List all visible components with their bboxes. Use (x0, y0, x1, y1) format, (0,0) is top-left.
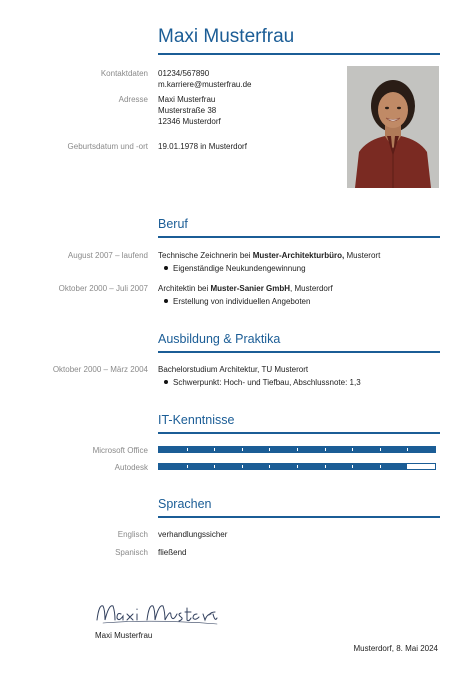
skill-bar-tick (214, 465, 215, 468)
skill-bar-tick (380, 448, 381, 451)
language-level: fließend (158, 548, 187, 557)
section-rule (158, 351, 440, 353)
job-period: Oktober 2000 – Juli 2007 (58, 284, 148, 293)
bullet-icon (164, 266, 168, 270)
contact-label: Kontaktdaten (100, 69, 148, 78)
education-title: Bachelorstudium Architektur, TU Musterort (158, 365, 309, 374)
job-bullet: Eigenständige Neukundengewinnung (164, 263, 306, 274)
bullet-icon (164, 299, 168, 303)
signature-name: Maxi Musterfrau (95, 631, 153, 640)
skill-bar-tick (407, 465, 408, 468)
section-title-beruf: Beruf (158, 217, 188, 231)
section-title-sprachen: Sprachen (158, 497, 212, 511)
skill-bar-tick (407, 448, 408, 451)
email-value: m.karriere@musterfrau.de (158, 80, 252, 89)
education-period: Oktober 2000 – März 2004 (52, 365, 148, 374)
bullet-icon (164, 380, 168, 384)
phone-value: 01234/567890 (158, 69, 210, 78)
section-title-it: IT-Kenntnisse (158, 413, 235, 427)
company-name: Muster-Architekturbüro, (252, 251, 345, 260)
birth-value: 19.01.1978 in Musterdorf (158, 142, 247, 151)
section-rule (158, 516, 440, 518)
skill-bar-tick (297, 465, 298, 468)
language-level: verhandlungssicher (158, 530, 228, 539)
skill-bar-tick (269, 465, 270, 468)
company-name: Muster-Sanier GmbH (210, 284, 291, 293)
skill-bar-tick (352, 465, 353, 468)
skill-bar-fill (159, 464, 407, 469)
skill-bar-tick (380, 465, 381, 468)
resume-name: Maxi Musterfrau (158, 26, 295, 47)
address-line: 12346 Musterdorf (158, 117, 221, 126)
skill-bar-tick (242, 465, 243, 468)
skill-bar-tick (187, 465, 188, 468)
birth-label: Geburtsdatum und -ort (67, 142, 148, 151)
skill-bar (158, 446, 436, 453)
profile-photo (347, 66, 439, 188)
job-bullet: Erstellung von individuellen Angeboten (164, 296, 310, 307)
place-date: Musterdorf, 8. Mai 2024 (353, 644, 438, 653)
skill-bar (158, 463, 436, 470)
section-title-ausbildung: Ausbildung & Praktika (158, 332, 281, 346)
header-rule (158, 53, 440, 55)
skill-bar-tick (325, 448, 326, 451)
address-label: Adresse (118, 95, 148, 104)
address-line: Musterstraße 38 (158, 106, 217, 115)
skill-bar-tick (297, 448, 298, 451)
language-label: Spanisch (115, 548, 148, 557)
skill-bar-tick (187, 448, 188, 451)
section-rule (158, 432, 440, 434)
skill-bar-tick (325, 465, 326, 468)
skill-label: Autodesk (114, 463, 148, 472)
job-title: Architektin bei Muster-Sanier GmbH, Musterdorf (158, 284, 333, 293)
job-title: Technische Zeichnerin bei Muster-Architekturbüro, Musterort (158, 251, 381, 260)
handwritten-signature (93, 598, 223, 630)
education-bullet: Schwerpunkt: Hoch- und Tiefbau, Abschlussnote: 1,3 (164, 377, 361, 388)
skill-bar-tick (214, 448, 215, 451)
language-label: Englisch (117, 530, 148, 539)
address-line: Maxi Musterfrau (158, 95, 216, 104)
skill-label: Microsoft Office (92, 446, 148, 455)
skill-bar-tick (352, 448, 353, 451)
skill-bar-tick (242, 448, 243, 451)
skill-bar-tick (269, 448, 270, 451)
section-rule (158, 236, 440, 238)
job-period: August 2007 – laufend (67, 251, 148, 260)
